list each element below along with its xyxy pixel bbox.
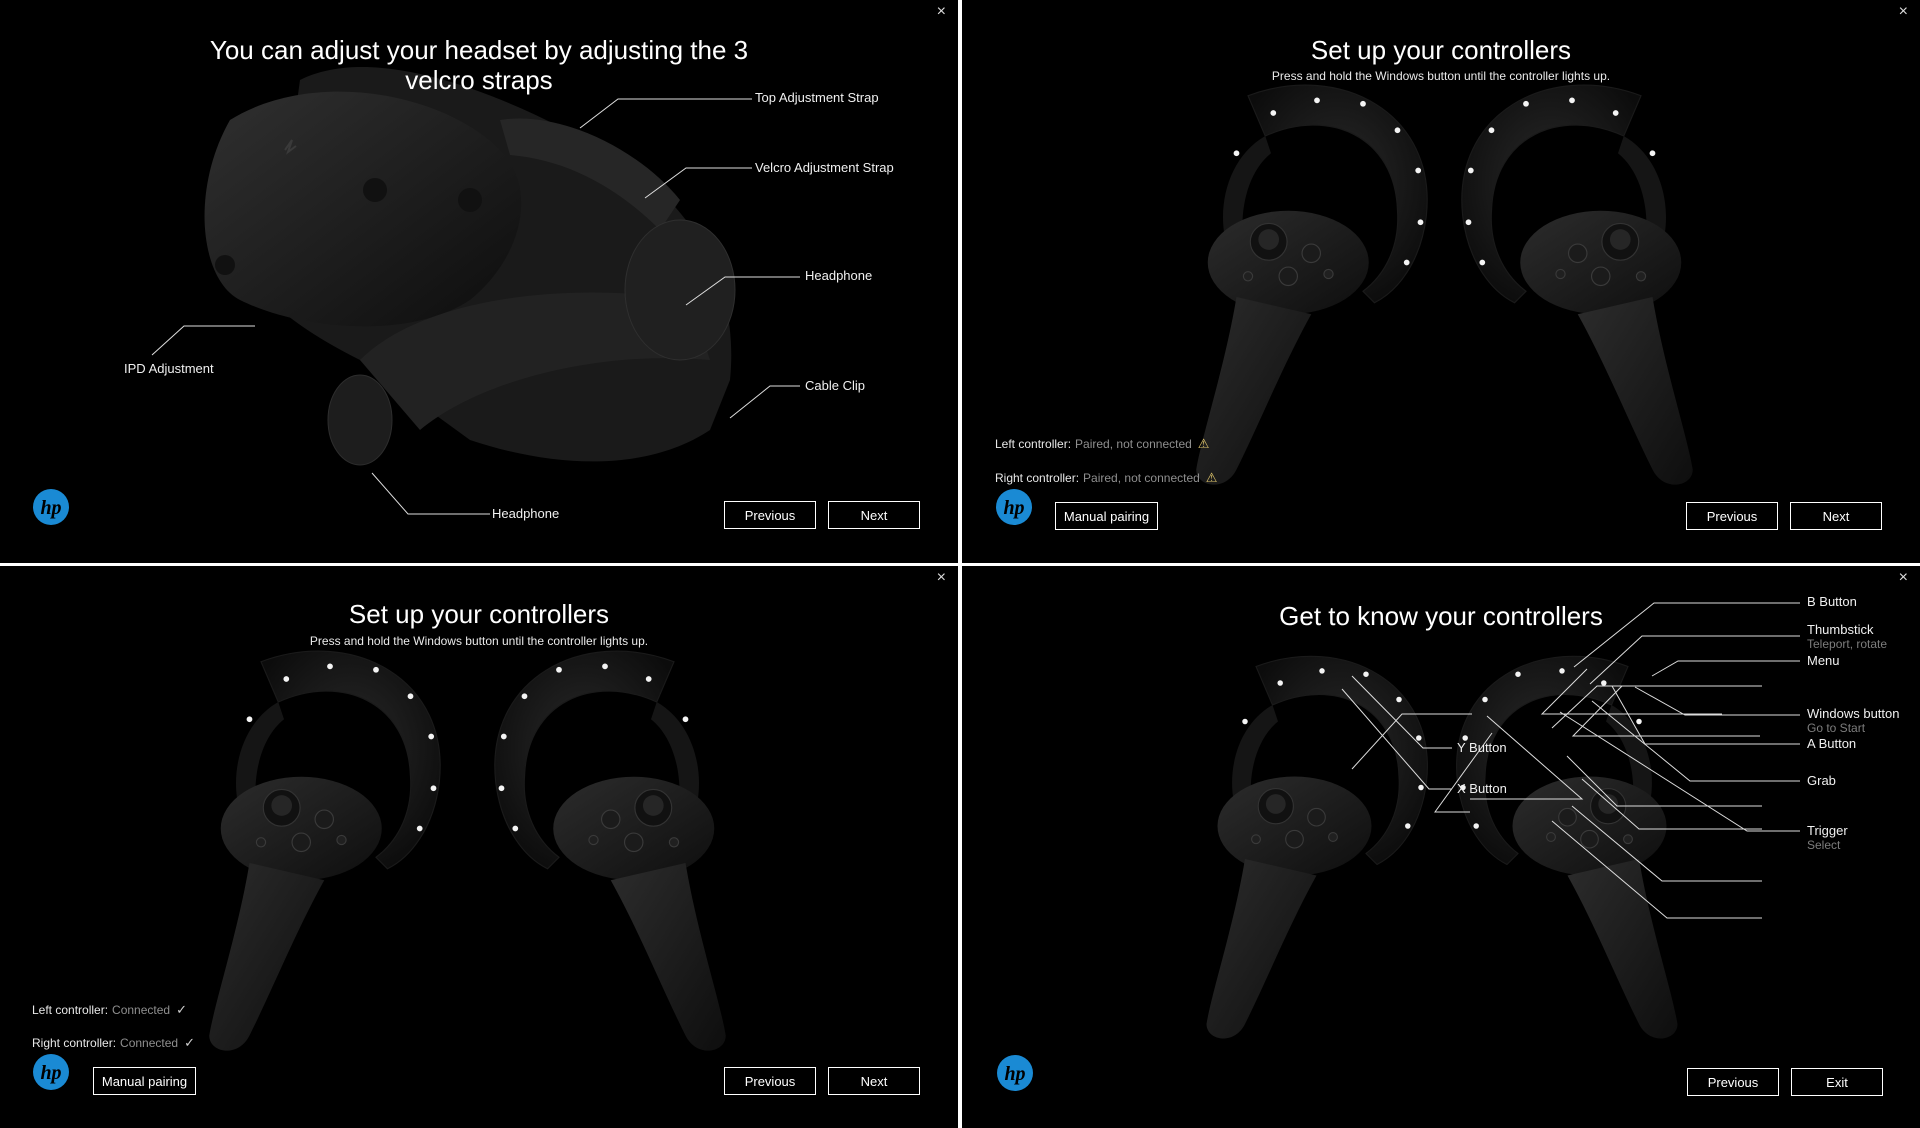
hp-logo-icon [995,488,1033,526]
next-button[interactable]: Next [828,1067,920,1095]
checkmark-icon: ✓ [176,1002,187,1017]
label-windows-button [1807,706,1900,736]
label-windows-sub: Go to Start [1807,721,1866,735]
left-controller-status [32,1002,187,1018]
headset-strap-panel [0,0,958,563]
warning-icon: ⚠ [1205,470,1218,485]
right-controller-status [32,1035,195,1051]
page-title: You can adjust your headset by adjusting the 3 velcro straps [209,35,749,95]
previous-button[interactable]: Previous [724,501,816,529]
label-a-button: A Button [1807,736,1857,751]
label-b-button: B Button [1807,594,1857,609]
page-title: Set up your controllers [348,599,610,629]
label-windows-title: Windows button [1807,706,1900,721]
right-controller-value: Connected [120,1036,179,1050]
label-thumbstick-title: Thumbstick [1807,622,1874,637]
left-controller-label: Left controller: [32,1003,109,1017]
right-controller-value: Paired, not connected [1083,471,1200,485]
previous-button[interactable]: Previous [724,1067,816,1095]
label-y-button: Y Button [1457,740,1507,755]
left-controller-status [995,436,1209,452]
label-grab: Grab [1807,773,1836,788]
hp-logo-icon [32,488,70,526]
label-cable-clip: Cable Clip [805,378,865,393]
manual-pairing-button[interactable]: Manual pairing [1055,502,1158,530]
page-title: Set up your controllers [1310,35,1572,65]
hp-logo-icon [32,1053,70,1091]
right-controller-label: Right controller: [995,471,1080,485]
label-trigger-title: Trigger [1807,823,1848,838]
next-button[interactable]: Next [828,501,920,529]
checkmark-icon: ✓ [184,1035,195,1050]
label-trigger-sub: Select [1807,838,1841,852]
label-headphone-right: Headphone [805,268,873,283]
right-controller-label: Right controller: [32,1036,117,1050]
warning-icon: ⚠ [1197,436,1210,451]
manual-pairing-button[interactable]: Manual pairing [93,1067,196,1095]
label-thumbstick-sub: Teleport, rotate [1807,637,1888,651]
close-icon[interactable]: × [936,3,946,20]
label-ipd-adjustment: IPD Adjustment [124,361,214,376]
page-subtitle: Press and hold the Windows button until the controller lights up. [1271,69,1611,83]
page-subtitle: Press and hold the Windows button until the controller lights up. [309,634,649,648]
controller-setup-panel-connected [0,566,958,1128]
controller-setup-panel-paired [962,0,1920,563]
close-icon[interactable]: × [936,569,946,586]
left-controller-label: Left controller: [995,437,1072,451]
previous-button[interactable]: Previous [1687,1068,1779,1096]
left-controller-value: Connected [112,1003,171,1017]
previous-button[interactable]: Previous [1686,502,1778,530]
hp-logo-icon [996,1054,1034,1092]
label-x-button: X Button [1457,781,1507,796]
exit-button[interactable]: Exit [1791,1068,1883,1096]
close-icon[interactable]: × [1898,569,1908,586]
next-button[interactable]: Next [1790,502,1882,530]
close-icon[interactable]: × [1898,3,1908,20]
label-thumbstick [1807,622,1887,652]
right-controller-status [995,470,1217,486]
label-top-strap: Top Adjustment Strap [755,90,879,105]
label-headphone-bottom: Headphone [492,506,560,521]
left-controller-value: Paired, not connected [1075,437,1192,451]
page-title: Get to know your controllers [1279,601,1603,631]
label-velcro-strap: Velcro Adjustment Strap [755,160,894,175]
callout-lines [962,566,1920,1128]
controller-guide-panel [962,566,1920,1128]
label-menu: Menu [1807,653,1840,668]
label-trigger [1807,823,1848,853]
